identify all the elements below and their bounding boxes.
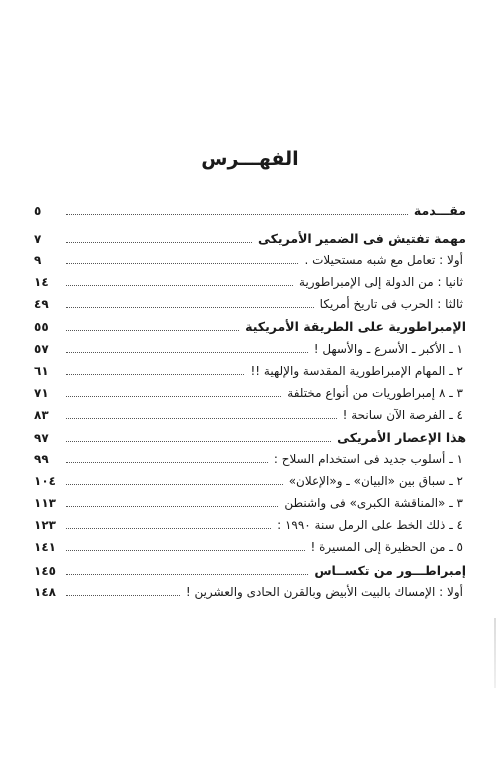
toc-entry-title: أولا : الإمساك بالبيت الأبيض وبالقرن الحادى والعشرين ! — [185, 584, 463, 599]
toc-page-number: ٥٧ — [34, 341, 49, 356]
toc-page-number: ١٤ — [34, 275, 49, 290]
dot-leader — [66, 351, 308, 353]
dot-leader — [66, 483, 283, 485]
toc-entry-row — [34, 275, 466, 297]
toc-entry-row — [34, 342, 466, 364]
toc-entry-row — [34, 408, 466, 430]
dot-leader — [66, 461, 268, 463]
toc-entry-row — [34, 496, 466, 518]
toc-page-number: ٦١ — [34, 363, 49, 378]
toc-page-number: ٤٩ — [34, 297, 49, 312]
toc-page-number: ٨٣ — [34, 407, 49, 422]
dot-leader — [66, 284, 293, 286]
toc-entry-row — [34, 297, 466, 319]
toc-entry-title: ٢ ـ سباق بين «البيان» ـ و«الإعلان» — [288, 474, 463, 489]
toc-section-row — [34, 430, 466, 452]
dot-leader — [66, 417, 337, 419]
toc-entry-row — [34, 518, 466, 540]
toc-page-number: ٩٧ — [34, 430, 49, 445]
toc-entry-row — [34, 585, 466, 607]
dot-leader — [66, 573, 308, 575]
toc-entry-title: أولا : تعامل مع شبه مستحيلات . — [304, 253, 463, 268]
dot-leader — [66, 594, 180, 596]
toc-entry-row — [34, 540, 466, 562]
toc-page-number: ١٠٤ — [34, 474, 56, 489]
toc-entry-row — [34, 474, 466, 496]
scan-edge-mark — [494, 618, 496, 688]
toc-entry-row — [34, 452, 466, 474]
dot-leader — [66, 505, 278, 507]
dot-leader — [66, 527, 271, 529]
dot-leader — [66, 262, 298, 264]
toc-section-row — [34, 319, 466, 341]
toc-page-number: ١٤٨ — [34, 584, 56, 599]
toc-entry-title: ٤ ـ الفرصة الآن سانحة ! — [342, 407, 463, 422]
toc-page-number: ٧ — [34, 232, 42, 247]
toc-page-number: ٧١ — [34, 385, 49, 400]
toc-section-row — [34, 203, 466, 225]
toc-entry-title: مهمة تفتيش فى الضمير الأمريكى — [257, 231, 466, 247]
toc-entry-title: مقـــدمة — [413, 203, 466, 218]
toc-entry-title: ٣ ـ «المناقشة الكبرى» فى واشنطن — [284, 496, 463, 511]
toc-entry-title: هذا الإعصار الأمريكى — [337, 429, 466, 445]
toc-entry-title: ١ ـ الأكبر ـ الأسرع ـ والأسهل ! — [313, 341, 463, 356]
toc-entry-title: ٣ ـ ٨ إمبراطوريات من أنواع مختلفة — [287, 385, 463, 400]
dot-leader — [66, 241, 252, 243]
toc-page-number: ١٤١ — [34, 540, 56, 555]
toc-page-number: ١٤٥ — [34, 563, 56, 578]
dot-leader — [66, 373, 244, 375]
dot-leader — [66, 549, 305, 551]
toc-page-number: ١٢٣ — [34, 518, 56, 533]
dot-leader — [66, 213, 408, 215]
dot-leader — [66, 395, 281, 397]
toc-entry-title: ٥ ـ من الحظيرة إلى المسيرة ! — [310, 540, 463, 555]
toc-entry-row — [34, 364, 466, 386]
dot-leader — [66, 306, 314, 308]
toc-page-number: ٥٥ — [34, 320, 49, 335]
toc-entry-title: ١ ـ أسلوب جديد فى استخدام السلاح : — [273, 452, 463, 467]
toc-entry-title: الإمبراطورية على الطريقة الأمريكية — [245, 319, 466, 335]
toc-page-number: ٥ — [34, 204, 42, 218]
toc-entry-title: ٢ ـ المهام الإمبراطورية المقدسة والإلهية !! — [250, 363, 463, 378]
toc-section-row — [34, 231, 466, 253]
toc-page-number: ٩٩ — [34, 452, 49, 467]
toc-entry-title: ثالثا : الحرب فى تاريخ أمريكا — [319, 297, 463, 312]
toc-entry-row — [34, 253, 466, 275]
toc-section-row — [34, 563, 466, 585]
page-title: الفهـــرس — [201, 148, 299, 170]
toc-entry-row — [34, 386, 466, 408]
toc-entry-title: ثانيا : من الدولة إلى الإمبراطورية — [299, 275, 463, 290]
toc-list — [34, 203, 466, 607]
dot-leader — [66, 329, 239, 331]
dot-leader — [66, 440, 331, 442]
toc-entry-title: ٤ ـ ذلك الخط على الرمل سنة ١٩٩٠ : — [277, 518, 463, 533]
toc-page-number: ١١٣ — [34, 496, 56, 511]
toc-page-number: ٩ — [34, 253, 42, 268]
toc-entry-title: إمبراطـــور من تكســاس — [314, 562, 466, 578]
